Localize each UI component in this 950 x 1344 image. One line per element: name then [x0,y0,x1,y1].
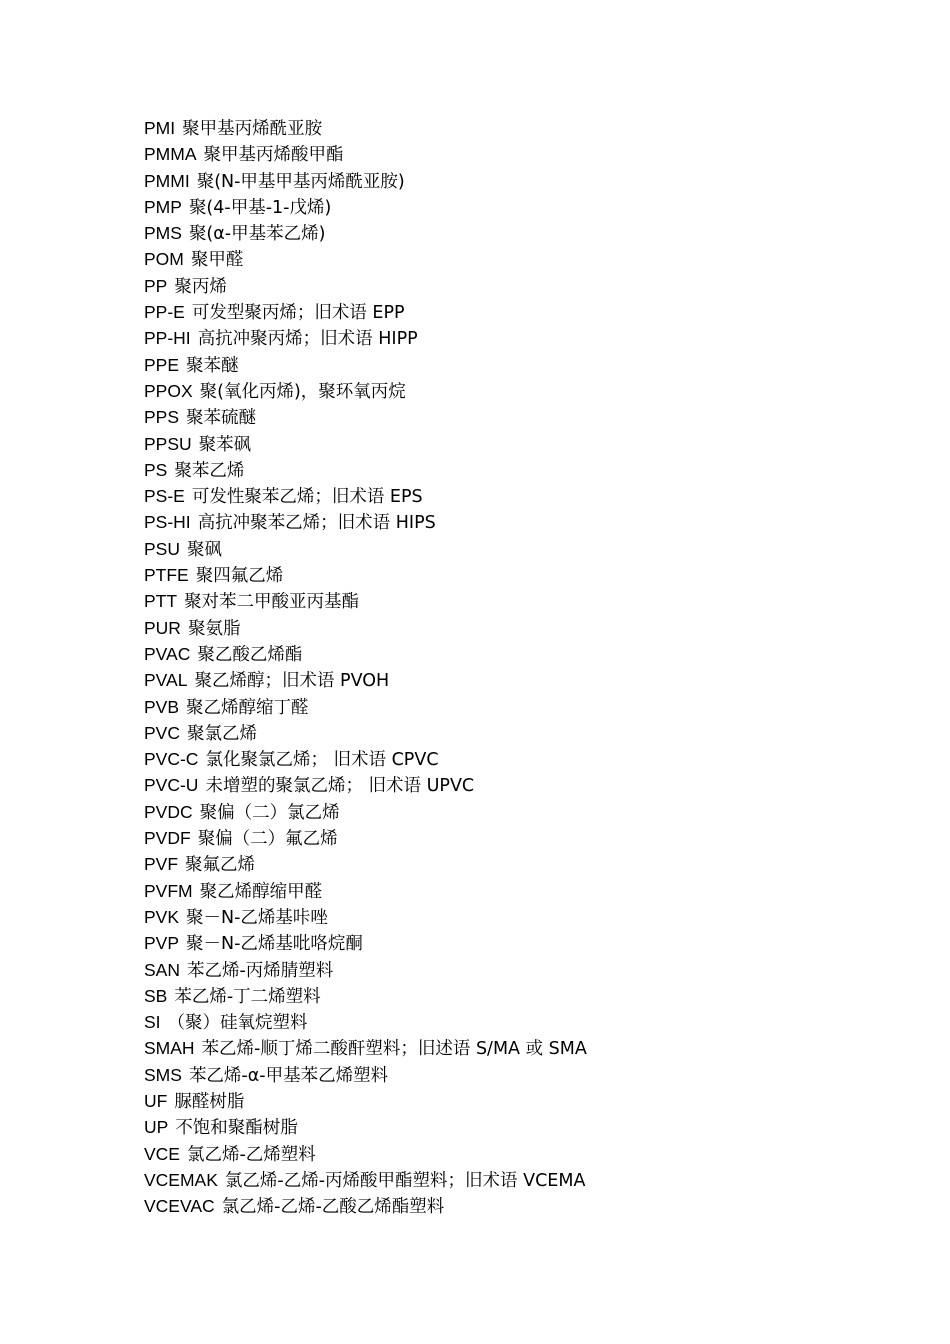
list-item [144,957,904,983]
list-item [144,720,904,746]
abbreviation-description: 聚丙烯 [174,276,227,297]
abbreviation-code: VCE [144,1143,180,1164]
abbreviation-code: PVC-C [144,749,199,770]
abbreviation-code: VCEMAK [144,1169,218,1190]
abbreviation-code: PVAC [144,643,191,664]
abbreviation-code: PVDF [144,828,191,849]
abbreviation-code: SMS [144,1064,182,1085]
abbreviation-code: PUR [144,617,181,638]
abbreviation-description: 可发型聚丙烯；旧术语 EPP [191,303,405,324]
abbreviation-description: （聚）硅氧烷塑料 [167,1013,308,1034]
abbreviation-code: PVDC [144,801,193,822]
list-item [144,1141,904,1167]
abbreviation-description: 聚偏（二）氯乙烯 [199,802,340,823]
abbreviation-code: POM [144,249,184,270]
list-item [144,851,904,877]
abbreviation-description: 聚乙酸乙烯酯 [197,644,303,665]
abbreviation-code: SMAH [144,1038,195,1059]
abbreviation-code: PP-HI [144,328,191,349]
list-item [144,299,904,325]
abbreviation-description: 聚偏（二）氟乙烯 [197,829,338,850]
abbreviation-code: PVP [144,933,180,954]
abbreviation-code: PSU [144,538,180,559]
list-item [144,983,904,1009]
list-item [144,194,904,220]
abbreviation-code: PPS [144,407,180,428]
abbreviation-code: PPSU [144,433,192,454]
abbreviation-description: 聚(4-甲基-1-戊烯) [188,197,332,218]
list-item [144,615,904,641]
abbreviation-code: VCEVAC [144,1196,215,1217]
abbreviation-code: PVK [144,906,180,927]
abbreviation-code: PPOX [144,380,193,401]
list-item [144,431,904,457]
abbreviation-description: 高抗冲聚丙烯；旧术语 HIPP [197,329,418,350]
abbreviation-description: 聚甲基丙烯酰亚胺 [182,119,323,139]
list-item [144,562,904,588]
list-item [144,1035,904,1061]
abbreviation-code: PS-HI [144,512,191,533]
list-item [144,641,904,667]
abbreviation-description: 苯乙烯-丁二烯塑料 [174,986,321,1007]
abbreviation-description: 聚(氧化丙烯)，聚环氧丙烷 [199,381,406,402]
abbreviation-description: 不饱和聚酯树脂 [175,1118,298,1139]
list-item [144,273,904,299]
list-item [144,220,904,246]
abbreviation-description: 聚－N-乙烯基吡咯烷酮 [186,934,363,955]
abbreviation-code: PMI [144,118,176,138]
abbreviation-description: 聚甲基丙烯酸甲酯 [203,145,344,166]
abbreviation-description: 聚氯乙烯 [186,723,257,744]
list-item [144,667,904,693]
abbreviation-code: SB [144,985,168,1006]
abbreviation-code: PVB [144,696,180,717]
abbreviation-description: 聚对苯二甲酸亚丙基酯 [184,592,360,613]
abbreviation-code: PMMI [144,170,190,191]
list-item [144,825,904,851]
list-item [144,536,904,562]
abbreviation-description: 聚氟乙烯 [185,855,256,876]
abbreviation-description: 苯乙烯-顺丁烯二酸酐塑料；旧述语 S/MA 或 SMA [201,1039,587,1060]
list-item [144,352,904,378]
abbreviation-code: PS [144,459,168,480]
list-item [144,878,904,904]
list-item [144,141,904,167]
abbreviation-description: 聚乙烯醇；旧术语 PVOH [194,671,390,692]
list-item [144,746,904,772]
list-item [144,799,904,825]
list-item [144,1062,904,1088]
list-item [144,1088,904,1114]
abbreviation-code: PVC-U [144,775,199,796]
list-item [144,904,904,930]
abbreviation-description: 氯乙烯-乙烯-丙烯酸甲酯塑料；旧术语 VCEMA [224,1170,586,1191]
abbreviation-description: 脲醛树脂 [174,1091,245,1112]
abbreviation-description: 聚(N-甲基甲基丙烯酰亚胺) [196,171,405,192]
abbreviation-code: PVC [144,722,180,743]
abbreviation-code: UP [144,1117,169,1138]
abbreviation-description: 聚苯砜 [198,434,252,455]
abbreviation-description: 可发性聚苯乙烯；旧术语 EPS [191,487,423,508]
list-item [144,509,904,535]
list-item [144,378,904,404]
list-item [144,930,904,956]
abbreviation-description: 苯乙烯-α-甲基苯乙烯塑料 [188,1065,389,1086]
abbreviation-code: PS-E [144,486,185,507]
abbreviation-description: 聚苯醚 [186,355,239,376]
list-item [144,246,904,272]
list-item [144,772,904,798]
list-item [144,168,904,194]
abbreviation-code: PTFE [144,565,189,586]
list-item [144,457,904,483]
list-item [144,1167,904,1193]
abbreviation-description: 聚苯硫醚 [186,408,257,429]
abbreviation-description: 聚砜 [186,539,222,560]
abbreviation-code: SAN [144,959,180,980]
abbreviation-code: PP-E [144,302,185,323]
list-item [144,1009,904,1035]
abbreviation-description: 聚苯乙烯 [174,460,245,481]
list-item [144,1193,904,1219]
abbreviation-description: 氯乙烯-乙烯塑料 [186,1144,316,1165]
abbreviation-code: PP [144,275,168,296]
abbreviation-description: 高抗冲聚苯乙烯；旧术语 HIPS [197,513,436,534]
list-item [144,694,904,720]
abbreviation-code: PVFM [144,880,193,901]
list-item [144,325,904,351]
abbreviation-code: PMP [144,196,182,217]
abbreviation-code: SI [144,1012,161,1033]
abbreviation-description: 聚氨脂 [187,618,241,639]
abbreviation-code: PTT [144,591,178,612]
abbreviation-description: 氯乙烯-乙烯-乙酸乙烯酯塑料 [221,1197,445,1218]
list-item [144,483,904,509]
abbreviation-code: PMMA [144,144,197,165]
list-item [144,115,904,141]
abbreviation-code: PPE [144,354,180,375]
abbreviation-code: UF [144,1090,168,1111]
list-item [144,1114,904,1140]
abbreviation-description: 聚－N-乙烯基咔唑 [186,907,328,928]
abbreviation-code: PMS [144,223,182,244]
list-item [144,404,904,430]
abbreviation-code: PVAL [144,670,188,691]
abbreviation-description: 苯乙烯-丙烯腈塑料 [186,960,334,981]
list-item [144,588,904,614]
abbreviation-description: 聚四氟乙烯 [195,566,284,587]
abbreviation-list [144,115,904,1219]
abbreviation-description: 氯化聚氯乙烯； 旧术语 CPVC [205,750,439,771]
abbreviation-description: 聚(α-甲基苯乙烯) [188,224,326,245]
abbreviation-description: 未增塑的聚氯乙烯； 旧术语 UPVC [205,776,475,797]
abbreviation-code: PVF [144,854,179,875]
abbreviation-description: 聚甲醛 [190,250,244,271]
abbreviation-description: 聚乙烯醇缩丁醛 [186,697,309,718]
abbreviation-description: 聚乙烯醇缩甲醛 [199,881,323,902]
